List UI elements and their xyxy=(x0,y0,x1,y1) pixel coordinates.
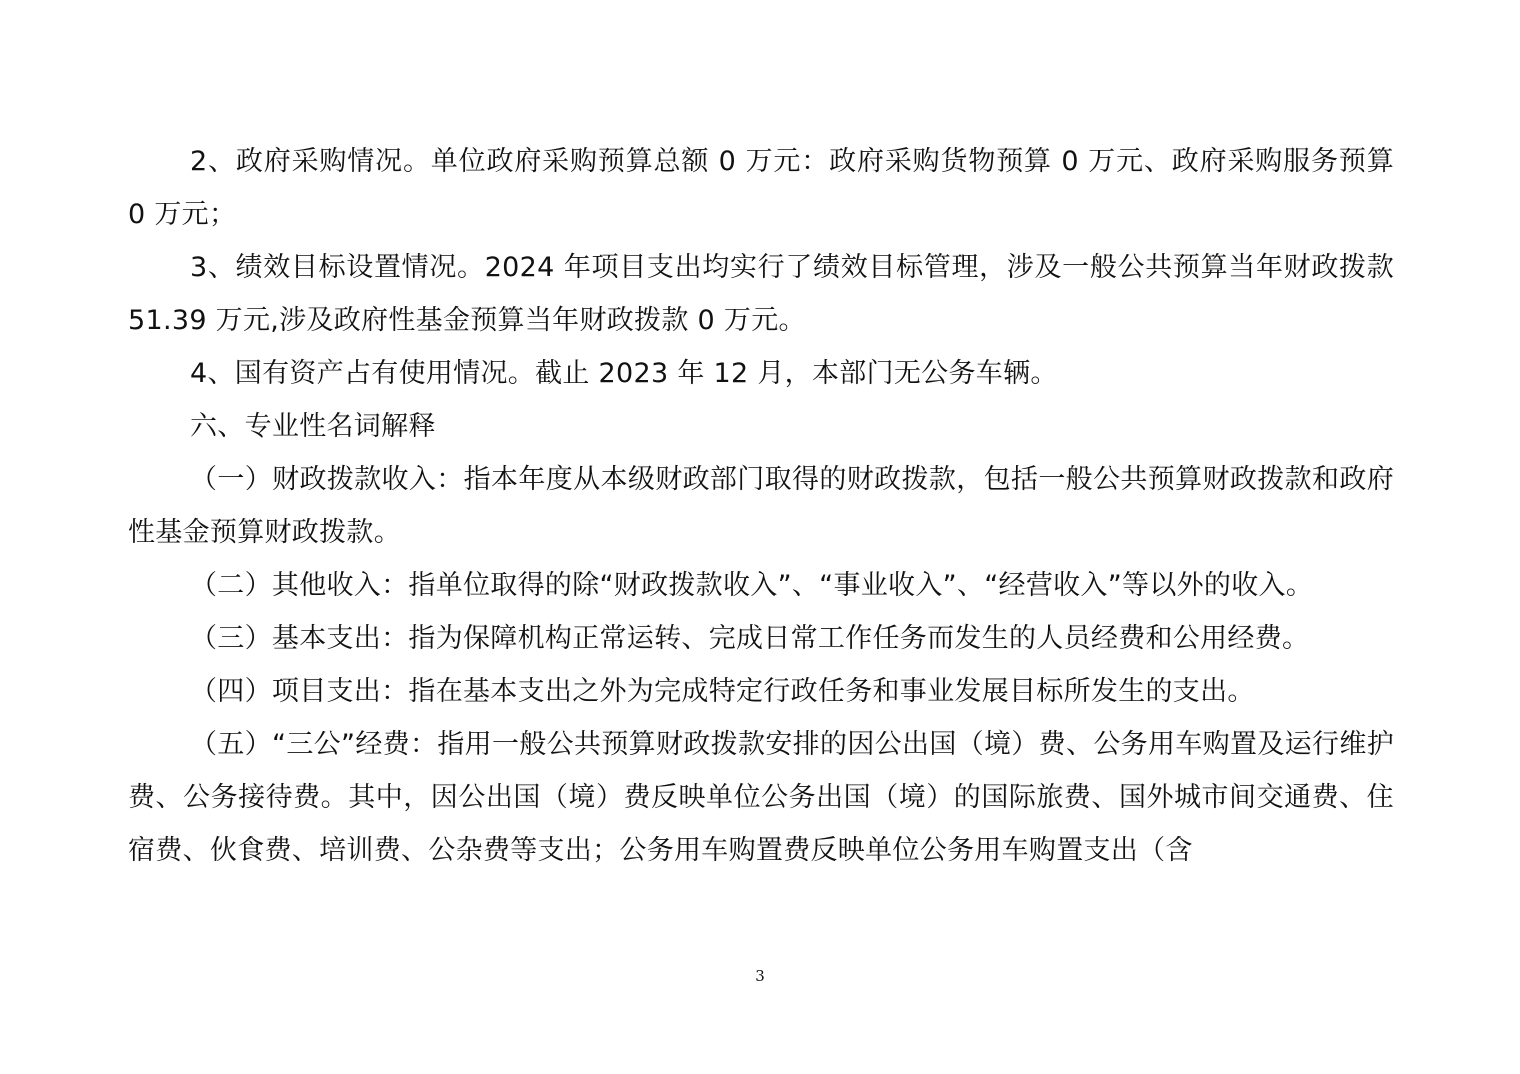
section-heading-glossary: 六、专业性名词解释 xyxy=(190,411,436,442)
paragraph-project-expenditure: （四）项目支出：指在基本支出之外为完成特定行政任务和事业发展目标所发生的支出。 xyxy=(190,676,1255,707)
page-number: 3 xyxy=(755,967,765,985)
paragraph-three-public-expenses: （五）“三公”经费：指用一般公共预算财政拨款安排的因公出国（境）费、公务用车购置及运行维护费、公务接待费。其中，因公出国（境）费反映单位公务出国（境）的国际旅费、国外城市间交通费、住宿费、伙食费、培训费、公杂费等支出；公务用车购置费反映单位公务用车购置支出（含 xyxy=(128,729,1394,866)
paragraph-performance-targets: 3、绩效目标设置情况。2024 年项目支出均实行了绩效目标管理，涉及一般公共预算当年财政拨款 51.39 万元,涉及政府性基金预算当年财政拨款 0 万元。 xyxy=(128,252,1394,336)
paragraph-fiscal-appropriation-income: （一）财政拨款收入：指本年度从本级财政部门取得的财政拨款，包括一般公共预算财政拨款和政府性基金预算财政拨款。 xyxy=(128,464,1394,548)
document-body xyxy=(128,135,1394,877)
paragraph-basic-expenditure: （三）基本支出：指为保障机构正常运转、完成日常工作任务而发生的人员经费和公用经费。 xyxy=(190,623,1310,654)
paragraph-state-assets: 4、国有资产占有使用情况。截止 2023 年 12 月，本部门无公务车辆。 xyxy=(190,358,1058,389)
paragraph-other-income: （二）其他收入：指单位取得的除“财政拨款收入”、“事业收入”、“经营收入”等以外的收入。 xyxy=(190,570,1314,601)
paragraph-procurement: 2、政府采购情况。单位政府采购预算总额 0 万元：政府采购货物预算 0 万元、政府采购服务预算 0 万元； xyxy=(128,146,1394,230)
